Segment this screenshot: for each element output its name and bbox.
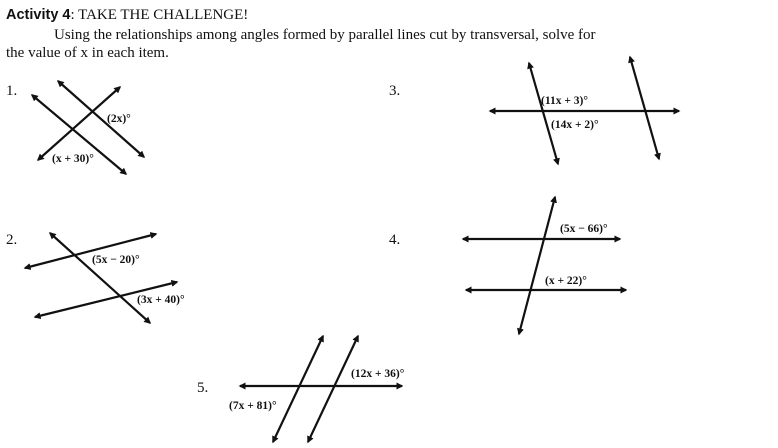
figure-3-angle-label-a: (11x + 3)° [541,95,588,107]
figure-2-angle-label-b: (3x + 40)° [137,294,185,306]
activity-subtitle: : TAKE THE CHALLENGE! [70,7,249,23]
figure-4-angle-label-b: (x + 22)° [545,275,587,287]
figure-3-parallel-line-left [529,63,558,164]
figure-4-transversal [519,197,555,334]
figure-3 [490,57,679,164]
item-3-number: 3. [389,83,401,99]
figure-2-angle-label-a: (5x − 20)° [92,254,140,266]
activity-title: Activity 4 [6,7,71,23]
figure-5-angle-label-a: (12x + 36)° [351,368,405,380]
item-1-number: 1. [6,83,18,99]
instructions-line-1: Using the relationships among angles formed by parallel lines cut by transversal, solve for [54,27,596,43]
item-5-number: 5. [197,380,209,396]
figure-1-parallel-line-upper [58,81,144,157]
figure-4 [463,197,626,334]
figure-4-angle-label-a: (5x − 66)° [560,223,608,235]
figure-1-angle-label-a: (2x)° [107,113,131,125]
figure-5-angle-label-b: (7x + 81)° [229,400,277,412]
figure-5 [229,336,405,442]
figure-2 [25,233,185,323]
figure-3-angle-label-b: (14x + 2)° [551,119,599,131]
figure-1-angle-label-b: (x + 30)° [52,153,94,165]
figure-1 [32,81,144,174]
item-2-number: 2. [6,232,18,248]
figure-3-parallel-line-right [630,57,659,159]
instructions-line-2: the value of x in each item. [6,45,169,61]
item-4-number: 4. [389,232,401,248]
